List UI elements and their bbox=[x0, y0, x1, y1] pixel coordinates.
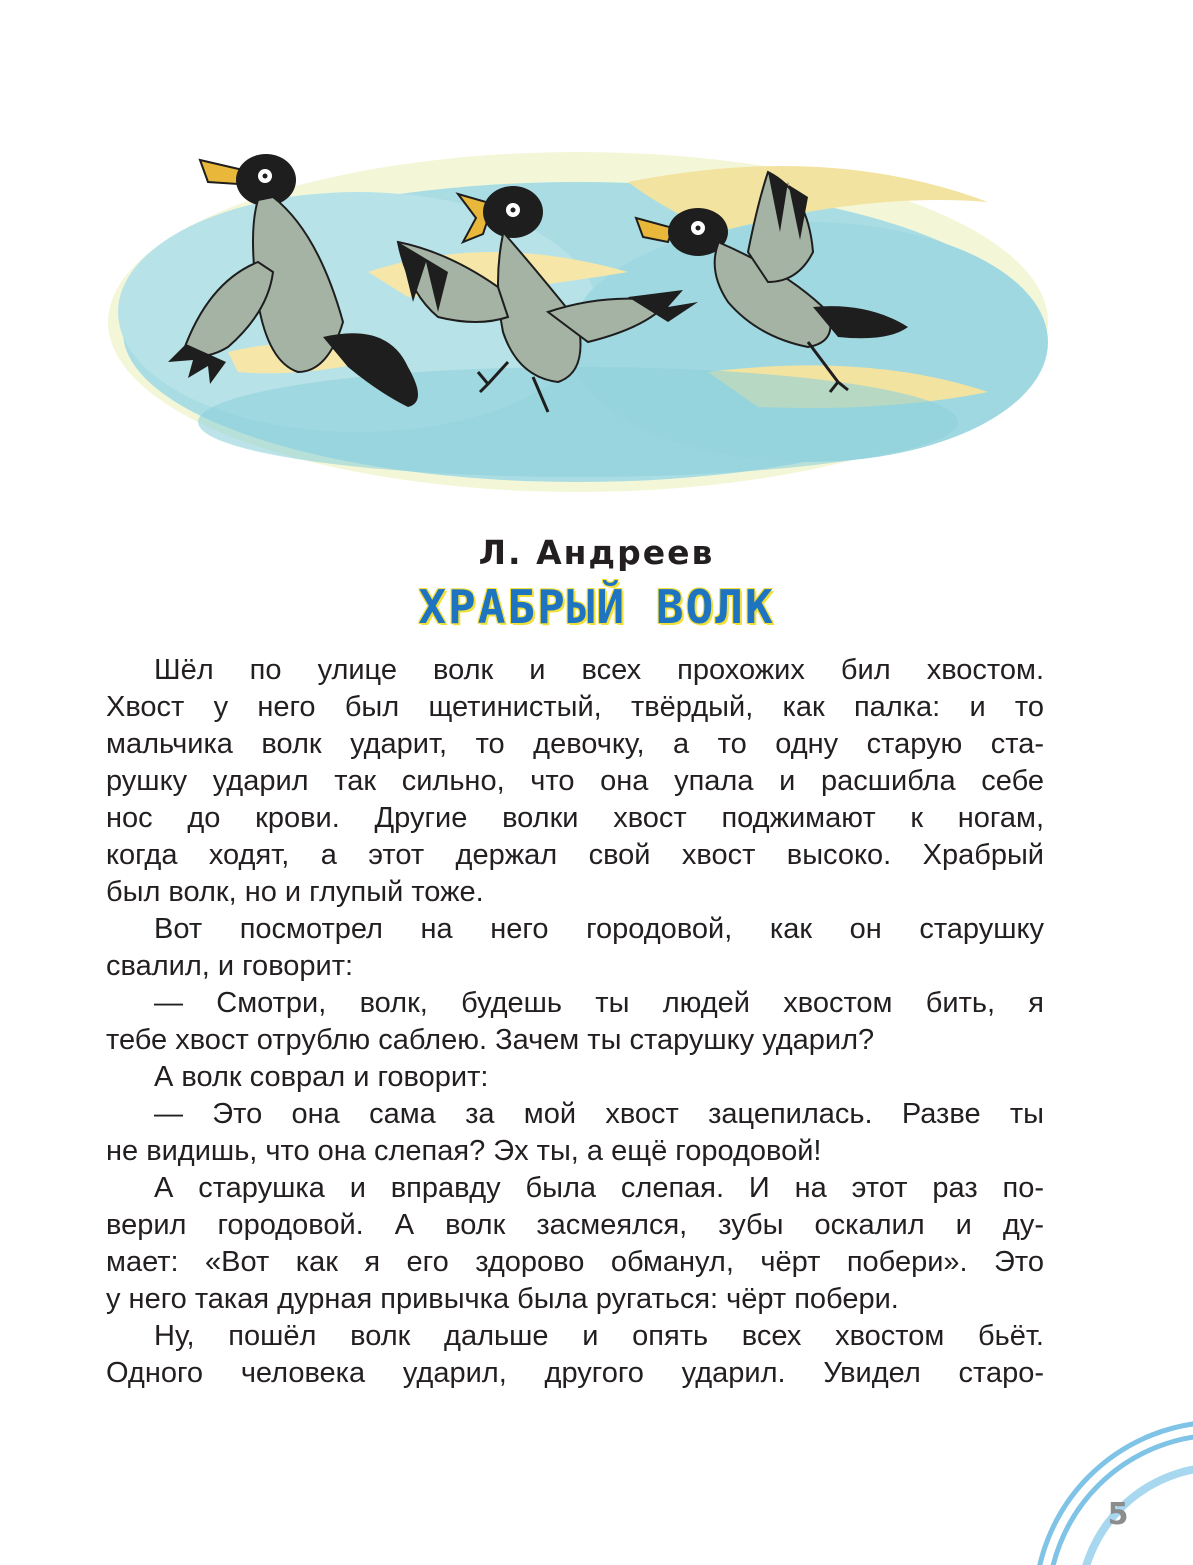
story-text bbox=[106, 652, 1044, 1392]
text-line: Ну, пошёл волк дальше и опять всех хвостом бьёт. bbox=[154, 1320, 1044, 1352]
page-number-circles bbox=[1030, 1412, 1193, 1565]
text-line: Одного человека ударил, другого ударил. Увидел старо- bbox=[106, 1357, 1044, 1389]
text-line: у него такая дурная привычка была ругаться: чёрт побери. bbox=[106, 1283, 899, 1315]
text-line: А старушка и вправду была слепая. И на этот раз по- bbox=[154, 1172, 1044, 1204]
story-title: ХРАБРЫЙ ВОЛК bbox=[418, 580, 775, 634]
text-line: Шёл по улице волк и всех прохожих бил хвостом. bbox=[154, 654, 1044, 686]
page-number: 5 bbox=[1107, 1497, 1129, 1532]
text-line: тебе хвост отрублю саблею. Зачем ты старушку ударил? bbox=[106, 1024, 875, 1056]
text-line: мает: «Вот как я его здорово обманул, чёрт побери». Это bbox=[106, 1246, 1044, 1278]
text-line: нос до крови. Другие волки хвост поджимают к ногам, bbox=[106, 802, 1044, 834]
text-line: свалил, и говорит: bbox=[106, 950, 354, 982]
text-line: А волк соврал и говорит: bbox=[154, 1061, 489, 1093]
text-line: верил городовой. А волк засмеялся, зубы оскалил и ду- bbox=[106, 1209, 1044, 1241]
text-line: когда ходят, а этот держал свой хвост высоко. Храбрый bbox=[106, 839, 1044, 871]
text-line: мальчика волк ударит, то девочку, а то одну старую ста- bbox=[106, 728, 1044, 760]
text-line: рушку ударил так сильно, что она упала и расшибла себе bbox=[106, 765, 1044, 797]
text-line: не видишь, что она слепая? Эх ты, а ещё городовой! bbox=[106, 1135, 822, 1167]
text-line: Вот посмотрел на него городовой, как он старушку bbox=[154, 913, 1044, 945]
text-line: был волк, но и глупый тоже. bbox=[106, 876, 484, 908]
text-line: — Это она сама за мой хвост зацепилась. Разве ты bbox=[154, 1098, 1044, 1130]
text-line: — Смотри, волк, будешь ты людей хвостом бить, я bbox=[154, 987, 1044, 1019]
crows-illustration bbox=[108, 122, 1080, 506]
author-name: Л. Андреев bbox=[478, 533, 715, 572]
text-line: Хвост у него был щетинистый, твёрдый, как палка: и то bbox=[106, 691, 1044, 723]
